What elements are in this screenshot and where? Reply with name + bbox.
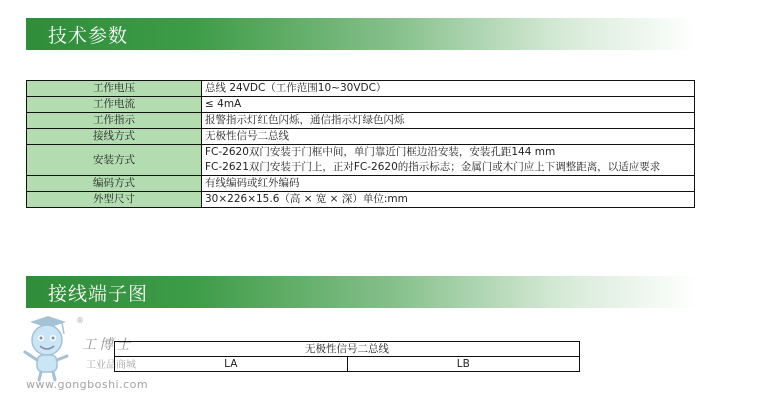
- table-row: [27, 81, 695, 97]
- spec-key: 接线方式: [27, 129, 202, 145]
- spec-key: 工作指示: [27, 113, 202, 129]
- brand-name: 工博士: [82, 337, 133, 353]
- brand-url: www.gongboshi.com: [26, 378, 149, 391]
- brand-subtitle: 工业品商城: [86, 360, 136, 371]
- table-row: [27, 145, 695, 176]
- spec-key: 编码方式: [27, 176, 202, 192]
- tech-params-title: 技术参数: [48, 25, 129, 47]
- spec-key: 工作电压: [27, 81, 202, 97]
- spec-value: 30×226×15.6（高 × 宽 × 深）单位:mm: [202, 192, 695, 208]
- mascot-icon: [10, 312, 80, 384]
- spec-key: 外型尺寸: [27, 192, 202, 208]
- wiring-title: 接线端子图: [48, 283, 149, 305]
- terminal-table: [114, 341, 580, 372]
- table-row: [115, 357, 580, 372]
- tech-params-banner: [26, 18, 696, 50]
- spec-value: 报警指示灯红色闪烁，通信指示灯绿色闪烁: [202, 113, 695, 129]
- terminal-la: LA: [115, 357, 348, 372]
- spec-value: 总线 24VDC（工作范围10~30VDC）: [202, 81, 695, 97]
- table-row: [27, 192, 695, 208]
- wiring-banner: [26, 276, 696, 308]
- spec-table: [26, 80, 695, 208]
- terminal-lb: LB: [347, 357, 580, 372]
- spec-key: 工作电流: [27, 97, 202, 113]
- table-row: [27, 97, 695, 113]
- spec-value: ≤ 4mA: [202, 97, 695, 113]
- registered-mark: ®: [76, 316, 84, 325]
- terminal-header: 无极性信号二总线: [115, 342, 580, 357]
- table-row: [27, 176, 695, 192]
- table-row: [115, 342, 580, 357]
- spec-value: FC-2620双门安装于门框中间，单门靠近门框边沿安装，安装孔距144 mm FC-2621双门安装于门上，正对FC-2620的指示标志；金属门或木门应上下调整距离，以适应要求: [202, 145, 695, 176]
- table-row: [27, 129, 695, 145]
- spec-key: 安装方式: [27, 145, 202, 176]
- table-row: [27, 113, 695, 129]
- spec-value: 无极性信号二总线: [202, 129, 695, 145]
- spec-value: 有线编码或红外编码: [202, 176, 695, 192]
